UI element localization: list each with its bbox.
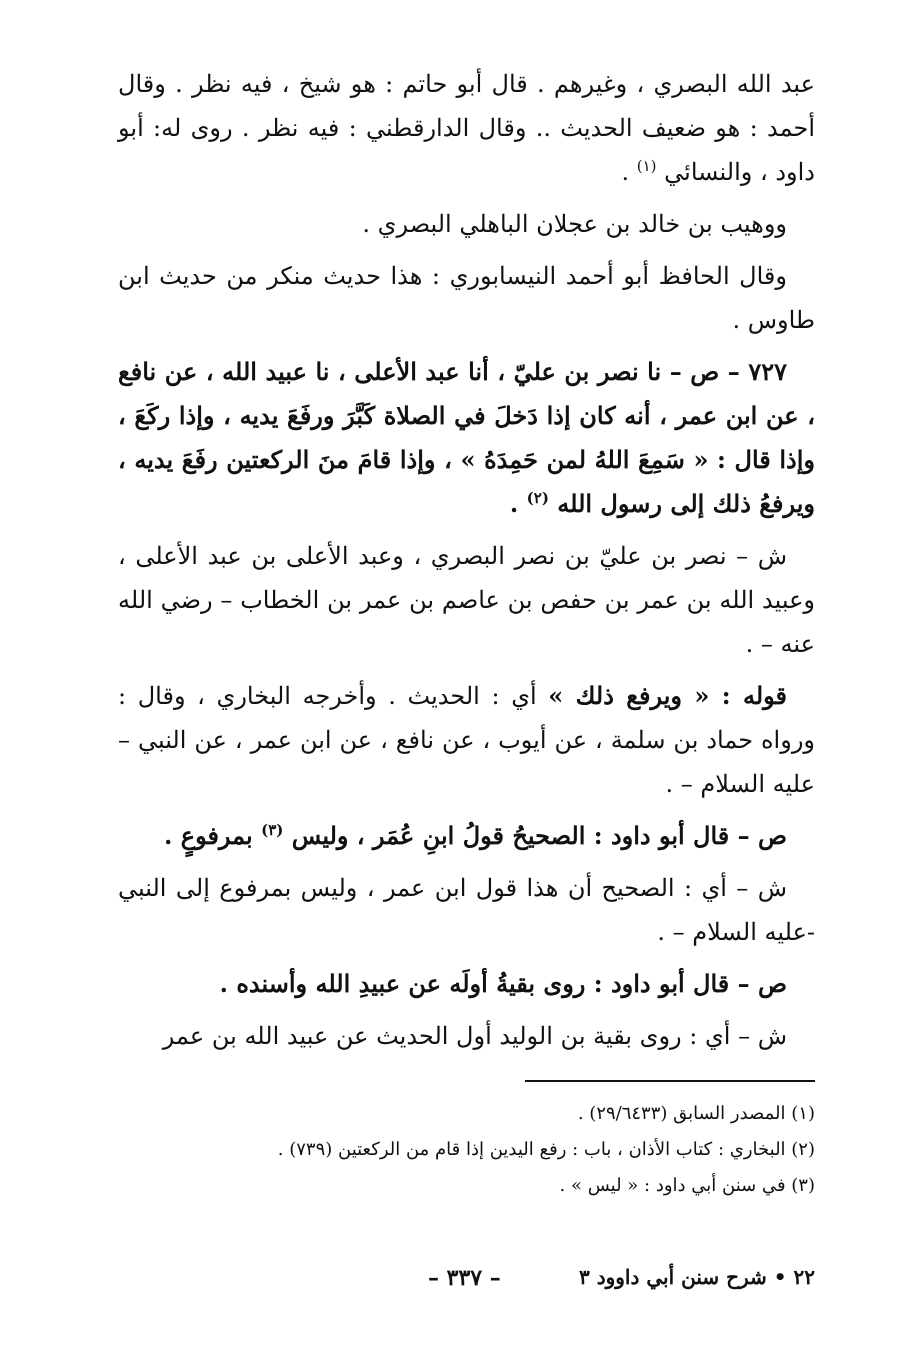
paragraph-3: وقال الحافظ أبو أحمد النيسابوري : هذا حديث منكر من حديث ابن طاوس . [118,262,815,334]
hadith-727-text: ٧٢٧ – ص – نا نصر بن عليّ ، أنا عبد الأعلى ، نا عبيد الله ، عن نافع ، عن ابن عمر ، أنه كان إذا دَخلَ في الصلاة كَبَّرَ ورفَعَ يديه ، وإذا ركَعَ ، وإذا قال : « سَمِعَ اللهُ لمن حَمِدَهُ » ، وإذا قامَ منَ الركعتين رفَعَ يديه ، ويرفعُ ذلك إلى رسول الله [118,357,815,518]
page-footer [118,1265,815,1301]
book-signature: ٢٢ • شرح سنن أبي داوود ٣ [579,1265,815,1289]
footnotes [118,1096,815,1204]
paragraph-1 [118,62,815,194]
commentary-2 [118,674,815,806]
abu-dawud-note-1 [118,814,815,858]
commentary-2-text: أي : الحديث . وأخرجه البخاري ، وقال : ورواه حماد بن سلمة ، عن أيوب ، عن نافع ، عن ابن عمر ، عن النبي – عليه السلام – . [118,682,815,798]
footnote-divider [525,1080,815,1082]
footnote-2: (٢) البخاري : كتاب الأذان ، باب : رفع اليدين إذا قام من الركعتين (٧٣٩) . [277,1139,815,1160]
footnote-ref-1: (١) [636,157,657,175]
hadith-727-end: . [509,489,527,518]
abu-dawud-note-1-text: ص – قال أبو داود : الصحيحُ قولُ ابنِ عُمَر ، وليس [291,821,787,850]
abu-dawud-note-2: ص – قال أبو داود : روى بقيةُ أولَه عن عبيدِ الله وأسنده . [219,969,787,998]
paragraph-1-text: عبد الله البصري ، وغيرهم . قال أبو حاتم : هو شيخ ، فيه نظر . وقال أحمد : هو ضعيف الحديث .. وقال الدارقطني : فيه نظر . روى له: أبو داود ، والنسائي [118,70,815,186]
commentary-1: ش – نصر بن عليّ بن نصر البصري ، وعبد الأعلى بن عبد الأعلى ، وعبيد الله بن عمر بن حفص بن عاصم بن عمر بن الخطاب – رضي الله عنه – . [118,542,815,658]
footnote-ref-2: (٢) [526,489,549,507]
footnote-3: (٣) في سنن أبي داود : « ليس » . [559,1175,815,1196]
main-text [118,62,815,1066]
footnote-1: (١) المصدر السابق (٢٩/٦٤٣٣) . [577,1103,815,1124]
commentary-3: ش – أي : الصحيح أن هذا قول ابن عمر ، وليس بمرفوع إلى النبي -عليه السلام – . [118,874,815,946]
paragraph-1-end: . [621,158,637,186]
abu-dawud-note-1-end: بمرفوعٍ . [164,821,262,850]
commentary-4: ش – أي : روى بقية بن الوليد أول الحديث عن عبيد الله بن عمر [162,1022,787,1050]
paragraph-2: ووهيب بن خالد بن عجلان الباهلي البصري . [362,210,787,238]
hadith-727 [118,350,815,526]
page-number: – ٣٣٧ – [428,1265,501,1291]
footnote-ref-3: (٣) [261,821,284,839]
commentary-2-quote: قوله : « ويرفع ذلك » [548,681,788,710]
